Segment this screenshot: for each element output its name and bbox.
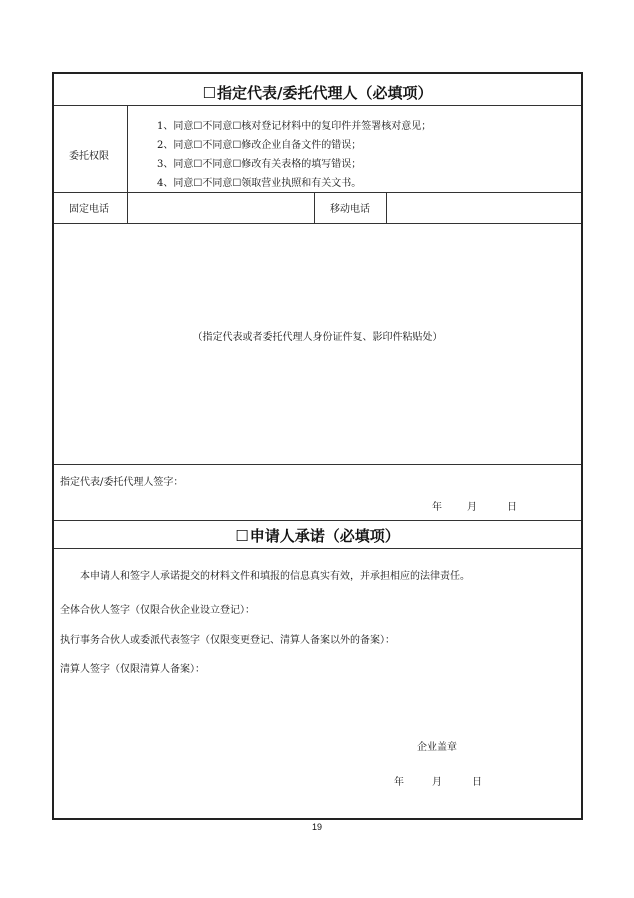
divider (54, 223, 581, 224)
agent-section-checkbox[interactable]: ☐ (202, 84, 216, 102)
applicant-section-checkbox[interactable]: ☐ (235, 527, 249, 545)
applicant-date-year: 年 (394, 777, 404, 788)
divider (54, 192, 581, 193)
divider (386, 192, 387, 223)
divider (54, 548, 581, 549)
liquidator-signature-label: 清算人签字（仅限清算人备案）： (60, 664, 205, 675)
id-paste-note: （指定代表或者委托代理人身份证件复、影印件粘贴处） (192, 332, 443, 343)
authority-item-2: 2、同意☐不同意☐修改企业自备文件的错误； (157, 140, 362, 151)
commitment-text: 本申请人和签字人承诺提交的材料文件和填报的信息真实有效，并承担相应的法律责任。 (80, 571, 470, 582)
authority-label: 委托权限 (69, 151, 109, 162)
partners-signature-label: 全体合伙人签字（仅限合伙企业设立登记）： (60, 605, 255, 616)
mobile-label: 移动电话 (330, 204, 370, 215)
applicant-date-month: 月 (432, 777, 442, 788)
authority-item-3: 3、同意☐不同意☐修改有关表格的填写错误； (157, 159, 362, 170)
page-number: 19 (311, 822, 322, 832)
agent-date-day: 日 (507, 502, 517, 513)
phone-label: 固定电话 (69, 204, 109, 215)
divider (314, 192, 315, 223)
agent-section-title-text: 指定代表/委托代理人（必填项） (216, 84, 433, 102)
authority-item-1: 1、同意☐不同意☐核对登记材料中的复印件并签署核对意见； (157, 121, 432, 132)
divider (54, 520, 581, 521)
agent-date-year: 年 (432, 502, 442, 513)
agent-section-title (54, 82, 581, 103)
agent-date-month: 月 (467, 502, 477, 513)
divider (54, 105, 581, 106)
divider (54, 464, 581, 465)
applicant-section-title-text: 申请人承诺（必填项） (249, 527, 400, 545)
form-frame (52, 72, 583, 820)
seal-label: 企业盖章 (417, 742, 457, 753)
applicant-date-day: 日 (472, 777, 482, 788)
executive-signature-label: 执行事务合伙人或委派代表签字（仅限变更登记、清算人备案以外的备案）： (60, 635, 395, 646)
agent-signature-label: 指定代表/委托代理人签字： (60, 477, 184, 488)
divider (127, 105, 128, 223)
authority-item-4: 4、同意☐不同意☐领取营业执照和有关文书。 (157, 178, 362, 189)
applicant-section-title (54, 525, 581, 546)
